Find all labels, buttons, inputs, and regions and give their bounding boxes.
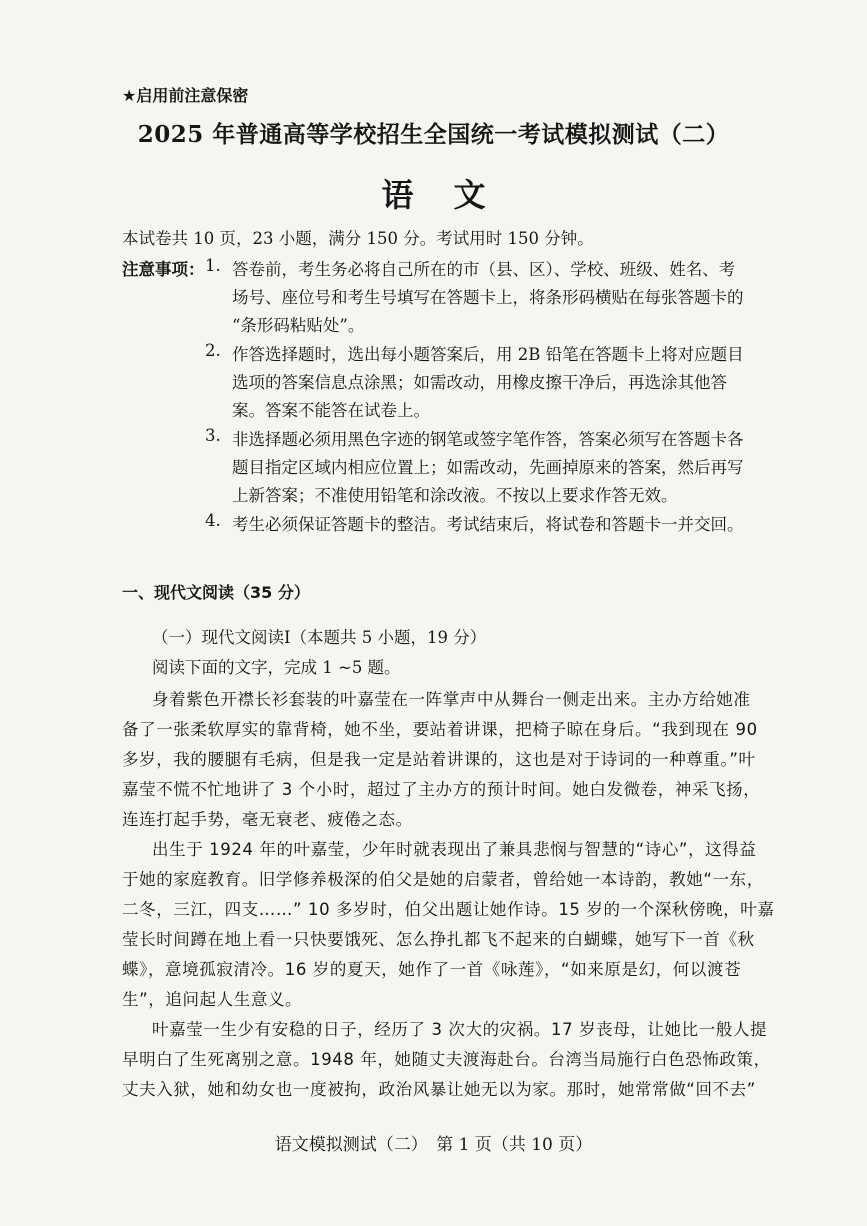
- passage-line: 连连打起手势，毫无衰老、疲倦之态。: [122, 810, 413, 829]
- passage-line: 嘉莹不慌不忙地讲了 3 个小时，超过了主办方的预计时间。她白发微卷，神采飞扬，: [122, 780, 761, 799]
- notes-label: 注意事项：: [122, 260, 205, 279]
- note-number: 1.: [205, 256, 221, 275]
- reading-instruction: 阅读下面的文字，完成 1 ~5 题。: [152, 658, 401, 677]
- subject-title: 语文: [381, 176, 526, 214]
- note-line: 答卷前，考生务必将自己所在的市（县、区）、学校、班级、姓名、考: [232, 260, 736, 279]
- note-number: 4.: [205, 511, 221, 530]
- passage-line: 出生于 1924 年的叶嘉莹，少年时就表现出了兼具悲悯与智慧的“诗心”，这得益: [152, 840, 757, 859]
- exam-summary: 本试卷共 10 页，23 小题，满分 150 分。考试用时 150 分钟。: [122, 229, 594, 248]
- note-line: 案。答案不能答在试卷上。: [232, 401, 430, 420]
- passage-line: 莹长时间蹲在地上看一只快要饿死、怎么挣扎都飞不起来的白蝴蝶，她写下一首《秋: [122, 930, 755, 949]
- passage-line: 叶嘉莹一生少有安稳的日子，经历了 3 次大的灾祸。17 岁丧母，让她比一般人提: [152, 1020, 768, 1039]
- note-number: 3.: [205, 426, 221, 445]
- passage-line: 于她的家庭教育。旧学修养极深的伯父是她的启蒙者，曾给她一本诗韵，教她“一东，: [122, 870, 764, 889]
- passage-line: 早明白了生死离别之意。1948 年，她随丈夫渡海赴台。台湾当局施行白色恐怖政策，: [122, 1050, 771, 1069]
- confidential-mark: ★启用前注意保密: [122, 86, 249, 105]
- page-footer: 语文模拟测试（二） 第 1 页（共 10 页）: [274, 1135, 593, 1155]
- passage-line: 丈夫入狱，她和幼女也一度被拘，政治风暴让她无以为家。那时，她常常做“回不去”: [122, 1080, 756, 1099]
- passage-line: 身着紫色开襟长衫套装的叶嘉莹在一阵掌声中从舞台一侧走出来。主办方给她准: [152, 690, 751, 709]
- passage-line: 多岁，我的腰腿有毛病，但是我一定是站着讲课的，这也是对于诗词的一种尊重。”叶: [122, 750, 756, 769]
- note-line: 考生必须保证答题卡的整洁。考试结束后，将试卷和答题卡一并交回。: [232, 515, 744, 534]
- passage-line: 二冬，三江，四支……” 10 多岁时，伯父出题让她作诗。15 岁的一个深秋傍晚，叶嘉: [122, 900, 775, 919]
- note-line: 选项的答案信息点涂黑；如需改动，用橡皮擦干净后，再选涂其他答: [232, 373, 727, 392]
- note-line: 作答选择题时，选出每小题答案后，用 2B 铅笔在答题卡上将对应题目: [232, 345, 744, 364]
- exam-title: 2025 年普通高等学校招生全国统一考试模拟测试（二）: [137, 121, 730, 148]
- note-line: 非选择题必须用黑色字迹的钢笔或签字笔作答，答案必须写在答题卡各: [232, 430, 744, 449]
- note-line: 场号、座位号和考生号填写在答题卡上，将条形码横贴在每张答题卡的: [232, 288, 744, 307]
- passage-line: 生”，追问起人生意义。: [122, 990, 303, 1009]
- passage-line: 蝶》，意境孤寂清冷。16 岁的夏天，她作了一首《咏莲》，“如来原是幻，何以渡苍: [122, 960, 742, 979]
- note-line: 题目指定区域内相应位置上；如需改动，先画掉原来的答案，然后再写: [232, 458, 744, 477]
- section-title: 一、现代文阅读（35 分）: [122, 583, 310, 602]
- subsection-title: （一）现代文阅读Ⅰ（本题共 5 小题，19 分）: [152, 628, 487, 647]
- passage-line: 备了一张柔软厚实的靠背椅，她不坐，要站着讲课，把椅子晾在身后。“我到现在 90: [122, 720, 758, 739]
- note-number: 2.: [205, 341, 221, 360]
- note-line: 上新答案；不准使用铅笔和涂改液。不按以上要求作答无效。: [232, 486, 678, 505]
- note-line: “条形码粘贴处”。: [232, 316, 365, 335]
